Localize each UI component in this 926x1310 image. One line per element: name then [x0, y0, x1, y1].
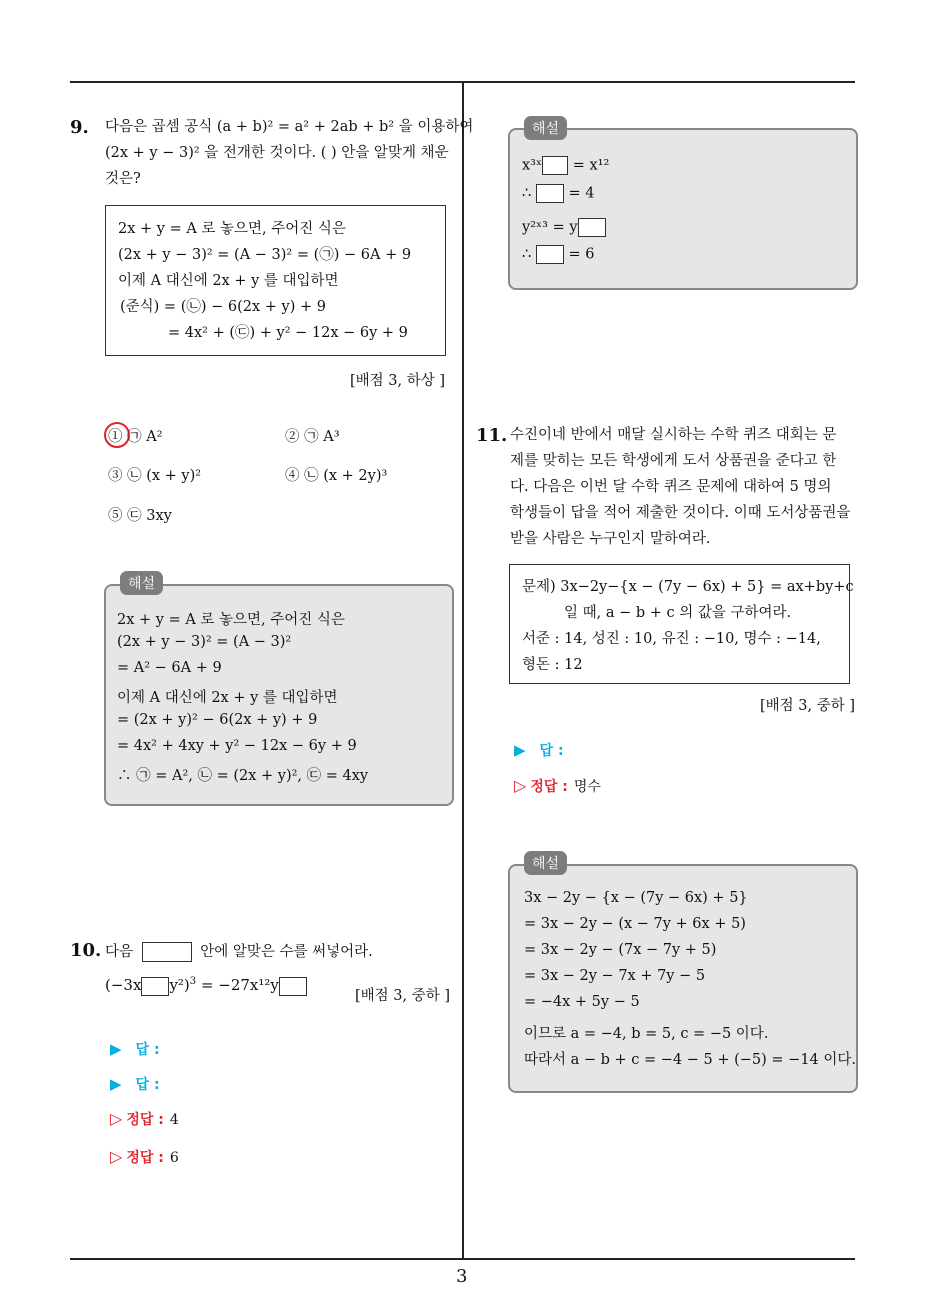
box-line: (준식) = (㉡) − 6(2x + y) + 9	[120, 299, 326, 315]
question-10-solution	[508, 128, 858, 290]
play-icon: ▶	[110, 1040, 122, 1058]
choice-1[interactable]: ① ㉠ A²	[108, 429, 163, 445]
box-line: 문제) 3x−2y−{x − (7y − 6x) + 5} = ax+by+c	[522, 579, 854, 595]
solution-line: = 3x − 2y − (7x − 7y + 5)	[524, 942, 717, 958]
box-line: 일 때, a − b + c 의 값을 구하여라.	[564, 605, 792, 621]
expr-mid: y²)	[169, 976, 190, 994]
question-9-number: 9.	[70, 117, 89, 138]
prompt-line: 받을 사람은 누구인지 말하여라.	[510, 531, 711, 547]
choice-3[interactable]: ③ ㉡ (x + y)²	[108, 468, 202, 484]
prompt-text: 다음	[105, 944, 134, 960]
exponent-blank-2[interactable]	[279, 977, 307, 996]
answer-row-1	[110, 1039, 160, 1059]
solution-line: ∴ ㉠ = A², ㉡ = (2x + y)², ㉢ = 4xy	[117, 768, 369, 784]
correct-value: 4	[169, 1112, 179, 1128]
answer-label: 답 :	[539, 743, 564, 759]
solution-line: x³ˣ = x¹²	[522, 157, 610, 174]
solution-line: 이제 A 대신에 2x + y 를 대입하면	[117, 690, 338, 706]
play-icon: ▶	[514, 741, 526, 759]
prompt-line: 제를 맞히는 모든 학생에게 도서 상품권을 준다고 한	[510, 453, 837, 469]
question-11-prompt	[510, 422, 850, 552]
question-10-score: [배점 3, 중하 ]	[355, 988, 451, 1004]
choice-4[interactable]: ④ ㉡ (x + 2y)³	[285, 468, 388, 484]
answer-row-2	[110, 1074, 160, 1094]
solution-tag: 해설	[120, 571, 163, 595]
solution-line: 2x + y = A 로 놓으면, 주어진 식은	[117, 612, 345, 628]
question-10-number: 10.	[70, 940, 102, 961]
blank-box	[536, 184, 564, 203]
question-11-number: 11.	[476, 425, 508, 446]
box-line: 형돈 : 12	[522, 657, 583, 673]
box-line: 2x + y = A 로 놓으면, 주어진 식은	[118, 221, 346, 237]
prompt-line: 수진이네 반에서 매달 실시하는 수학 퀴즈 대회는 문	[510, 427, 837, 443]
solution-line: ∴ = 4	[522, 185, 595, 202]
solution-line: (2x + y − 3)² = (A − 3)²	[117, 634, 292, 650]
correct-value: 명수	[573, 779, 601, 795]
correct-row-2	[110, 1147, 179, 1167]
solution-line: 따라서 a − b + c = −4 − 5 + (−5) = −14 이다.	[524, 1052, 857, 1068]
prompt-line: 것은?	[105, 171, 141, 187]
prompt-line: 학생들이 답을 적어 제출한 것이다. 이때 도서상품권을	[510, 505, 851, 521]
question-9-prompt	[105, 114, 473, 192]
box-line: = 4x² + (㉢) + y² − 12x − 6y + 9	[168, 325, 408, 341]
solution-line: ∴ = 6	[522, 246, 595, 263]
choice-2[interactable]: ② ㉠ A³	[285, 429, 340, 445]
solution-line: y²ˣ³ = y	[522, 218, 606, 237]
correct-label: 정답 :	[126, 1112, 164, 1128]
question-11-box	[509, 564, 854, 684]
blank-box	[542, 156, 568, 175]
solution-tag: 해설	[524, 851, 567, 875]
correct-row	[514, 776, 601, 796]
prompt-line: 다. 다음은 이번 달 수학 퀴즈 문제에 대하여 5 명의	[510, 479, 832, 495]
choice-5[interactable]: ⑤ ㉢ 3xy	[108, 508, 172, 524]
question-9-box	[105, 205, 446, 356]
box-line: 서준 : 14, 성진 : 10, 유진 : −10, 명수 : −14,	[522, 631, 821, 647]
question-11-solution	[508, 864, 858, 1093]
blank-box	[536, 245, 564, 264]
solution-line: = 3x − 2y − (x − 7y + 6x + 5)	[524, 916, 746, 932]
correct-label: 정답 :	[530, 779, 568, 795]
solution-line: 3x − 2y − {x − (7y − 6x) + 5}	[524, 890, 748, 906]
prompt-line: (2x + y − 3)² 을 전개한 것이다. ( ) 안을 알맞게 채운	[105, 145, 449, 161]
blank-box	[578, 218, 606, 237]
question-10-expression	[105, 976, 307, 996]
answer-label: 답 :	[135, 1042, 160, 1058]
answer-label: 답 :	[135, 1077, 160, 1093]
expr-left: (−3x	[105, 976, 142, 994]
question-9-solution	[104, 584, 454, 806]
solution-line: = A² − 6A + 9	[117, 660, 222, 676]
column-divider	[462, 81, 464, 1259]
question-11-score: [배점 3, 중하 ]	[760, 698, 856, 714]
outline-triangle-icon: ▷	[110, 1147, 123, 1166]
outline-triangle-icon: ▷	[514, 776, 527, 795]
page-number: 3	[456, 1266, 468, 1287]
bottom-rule	[70, 1258, 855, 1260]
solution-line: = 4x² + 4xy + y² − 12x − 6y + 9	[117, 738, 357, 754]
exponent-blank-1[interactable]	[141, 977, 169, 996]
solution-line: 이므로 a = −4, b = 5, c = −5 이다.	[524, 1026, 769, 1042]
box-line: (2x + y − 3)² = (A − 3)² = (㉠) − 6A + 9	[118, 247, 412, 263]
solution-line: = −4x + 5y − 5	[524, 994, 640, 1010]
correct-label: 정답 :	[126, 1150, 164, 1166]
outline-triangle-icon: ▷	[110, 1109, 123, 1128]
solution-line: = 3x − 2y − 7x + 7y − 5	[524, 968, 706, 984]
play-icon: ▶	[110, 1075, 122, 1093]
expr-right: = −27x¹²y	[196, 976, 279, 994]
correct-row-1	[110, 1109, 179, 1129]
prompt-line: 다음은 곱셈 공식 (a + b)² = a² + 2ab + b² 을 이용하여	[105, 119, 474, 135]
box-line: 이제 A 대신에 2x + y 를 대입하면	[118, 273, 339, 289]
expr-exp: 3	[189, 976, 197, 987]
question-10-prompt	[105, 939, 373, 965]
correct-value: 6	[169, 1150, 179, 1166]
question-9-score: [배점 3, 하상 ]	[350, 373, 446, 389]
answer-blank[interactable]	[142, 942, 192, 962]
solution-tag: 해설	[524, 116, 567, 140]
answer-row	[514, 740, 564, 760]
solution-line: = (2x + y)² − 6(2x + y) + 9	[117, 712, 318, 728]
prompt-text: 안에 알맞은 수를 써넣어라.	[200, 944, 373, 960]
